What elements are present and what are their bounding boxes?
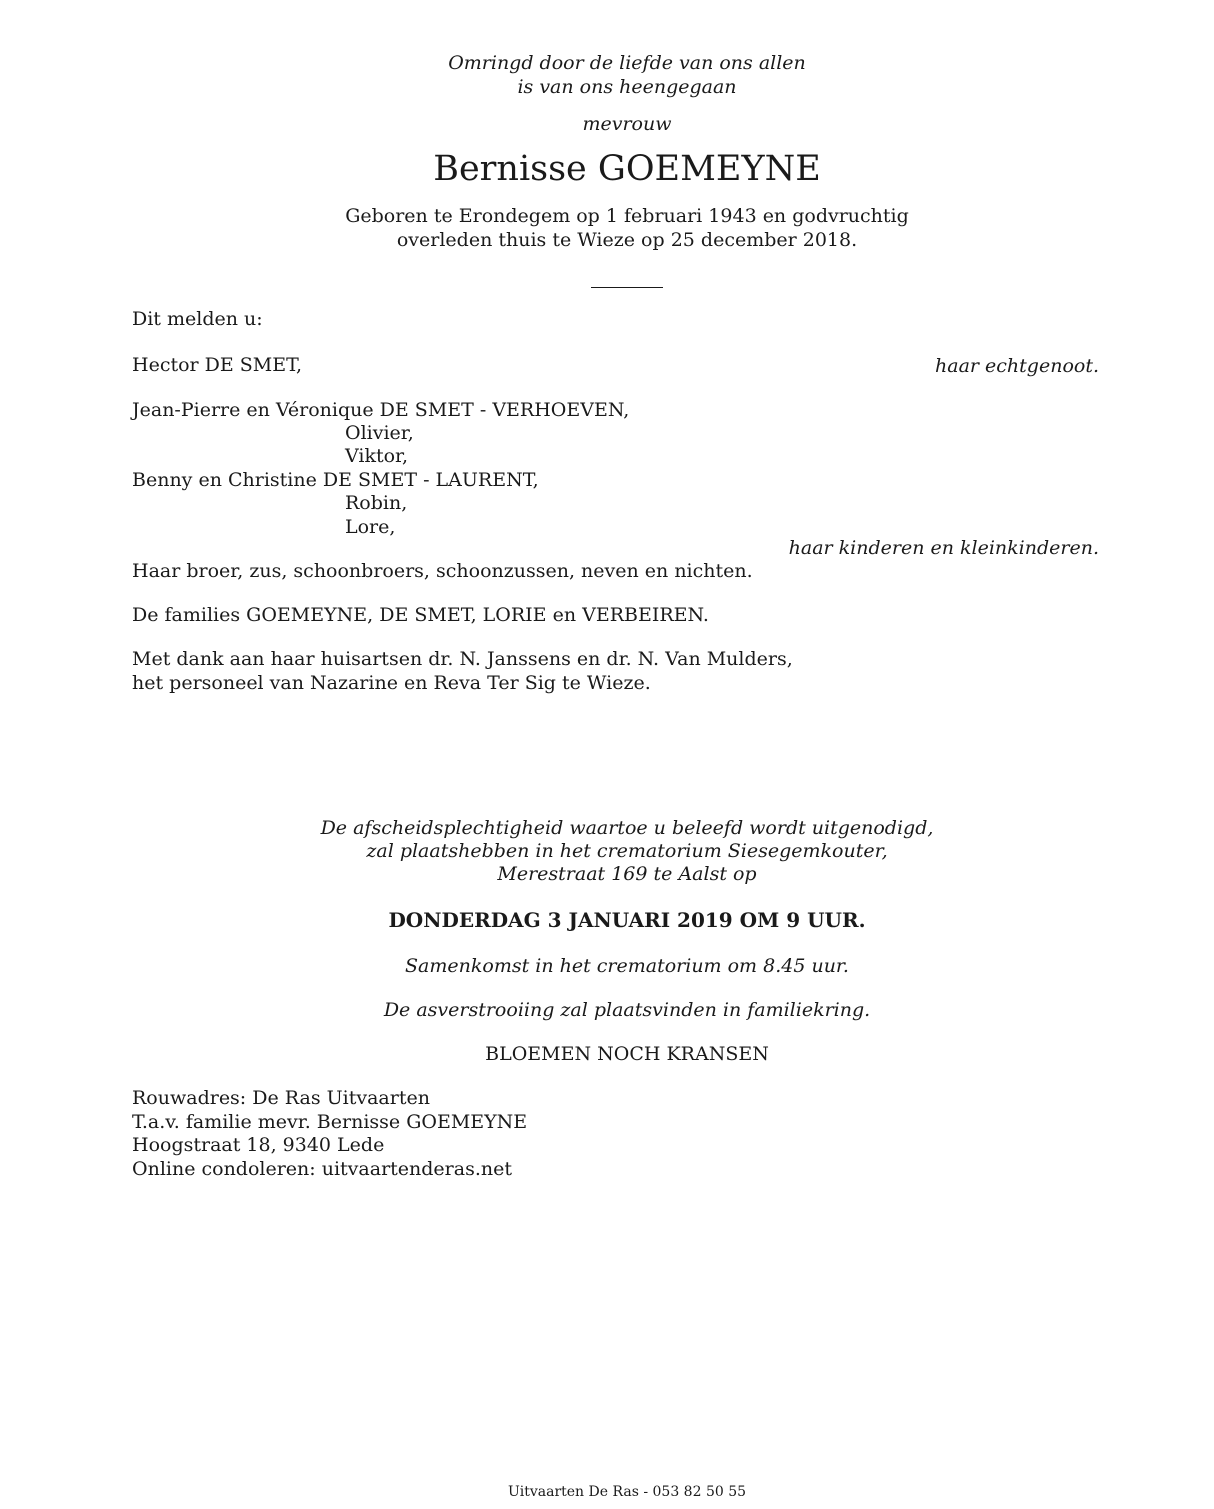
announcement-intro: Dit melden u: (132, 308, 263, 330)
siblings-line: Haar broer, zus, schoonbroers, schoonzussen, neven en nichten. (132, 560, 753, 582)
contact-line-4: Online condoleren: uitvaartenderas.net (132, 1158, 512, 1180)
child-couple-2: Benny en Christine DE SMET - LAURENT, (132, 469, 539, 491)
ceremony-line-3: Merestraat 169 te Aalst op (497, 863, 757, 885)
grandchild: Viktor, (345, 445, 409, 467)
grandchild: Robin, (345, 492, 408, 514)
thanks-line-1: Met dank aan haar huisartsen dr. N. Janssens en dr. N. Van Mulders, (132, 648, 793, 670)
intro-line-2: is van ons heengegaan (517, 76, 737, 98)
flowers-line: BLOEMEN NOCH KRANSEN (485, 1043, 769, 1065)
ceremony-date: DONDERDAG 3 JANUARI 2019 OM 9 UUR. (388, 908, 866, 932)
honorific: mevrouw (582, 113, 672, 135)
families-line: De families GOEMEYNE, DE SMET, LORIE en VERBEIREN. (132, 604, 709, 626)
death-line: overleden thuis te Wieze op 25 december 2018. (396, 229, 858, 251)
contact-line-3: Hoogstraat 18, 9340 Lede (132, 1134, 385, 1156)
grandchild: Olivier, (345, 422, 414, 444)
contact-line-1: Rouwadres: De Ras Uitvaarten (132, 1087, 430, 1109)
contact-line-2: T.a.v. familie mevr. Bernisse GOEMEYNE (132, 1111, 528, 1133)
intro-line-1: Omringd door de liefde van ons allen (448, 52, 806, 74)
spouse-role: haar echtgenoot. (935, 355, 1099, 377)
grandchild: Lore, (345, 516, 396, 538)
deceased-name: Bernisse GOEMEYNE (433, 149, 821, 189)
ceremony-line-2: zal plaatshebben in het crematorium Siesegemkouter, (366, 840, 888, 862)
children-role: haar kinderen en kleinkinderen. (788, 537, 1099, 559)
thanks-line-2: het personeel van Nazarine en Reva Ter Sig te Wieze. (132, 672, 651, 694)
spouse-name: Hector DE SMET, (132, 354, 303, 376)
footer: Uitvaarten De Ras - 053 82 50 55 (507, 1484, 747, 1500)
child-couple-1: Jean-Pierre en Véronique DE SMET - VERHOEVEN, (132, 399, 630, 421)
birth-line: Geboren te Erondegem op 1 februari 1943 en godvruchtig (345, 205, 909, 227)
divider-rule (591, 287, 663, 288)
gathering-line: Samenkomst in het crematorium om 8.45 uur. (405, 955, 849, 977)
ceremony-line-1: De afscheidsplechtigheid waartoe u beleefd wordt uitgenodigd, (320, 817, 934, 839)
scattering-line: De asverstrooiing zal plaatsvinden in familiekring. (383, 999, 871, 1021)
